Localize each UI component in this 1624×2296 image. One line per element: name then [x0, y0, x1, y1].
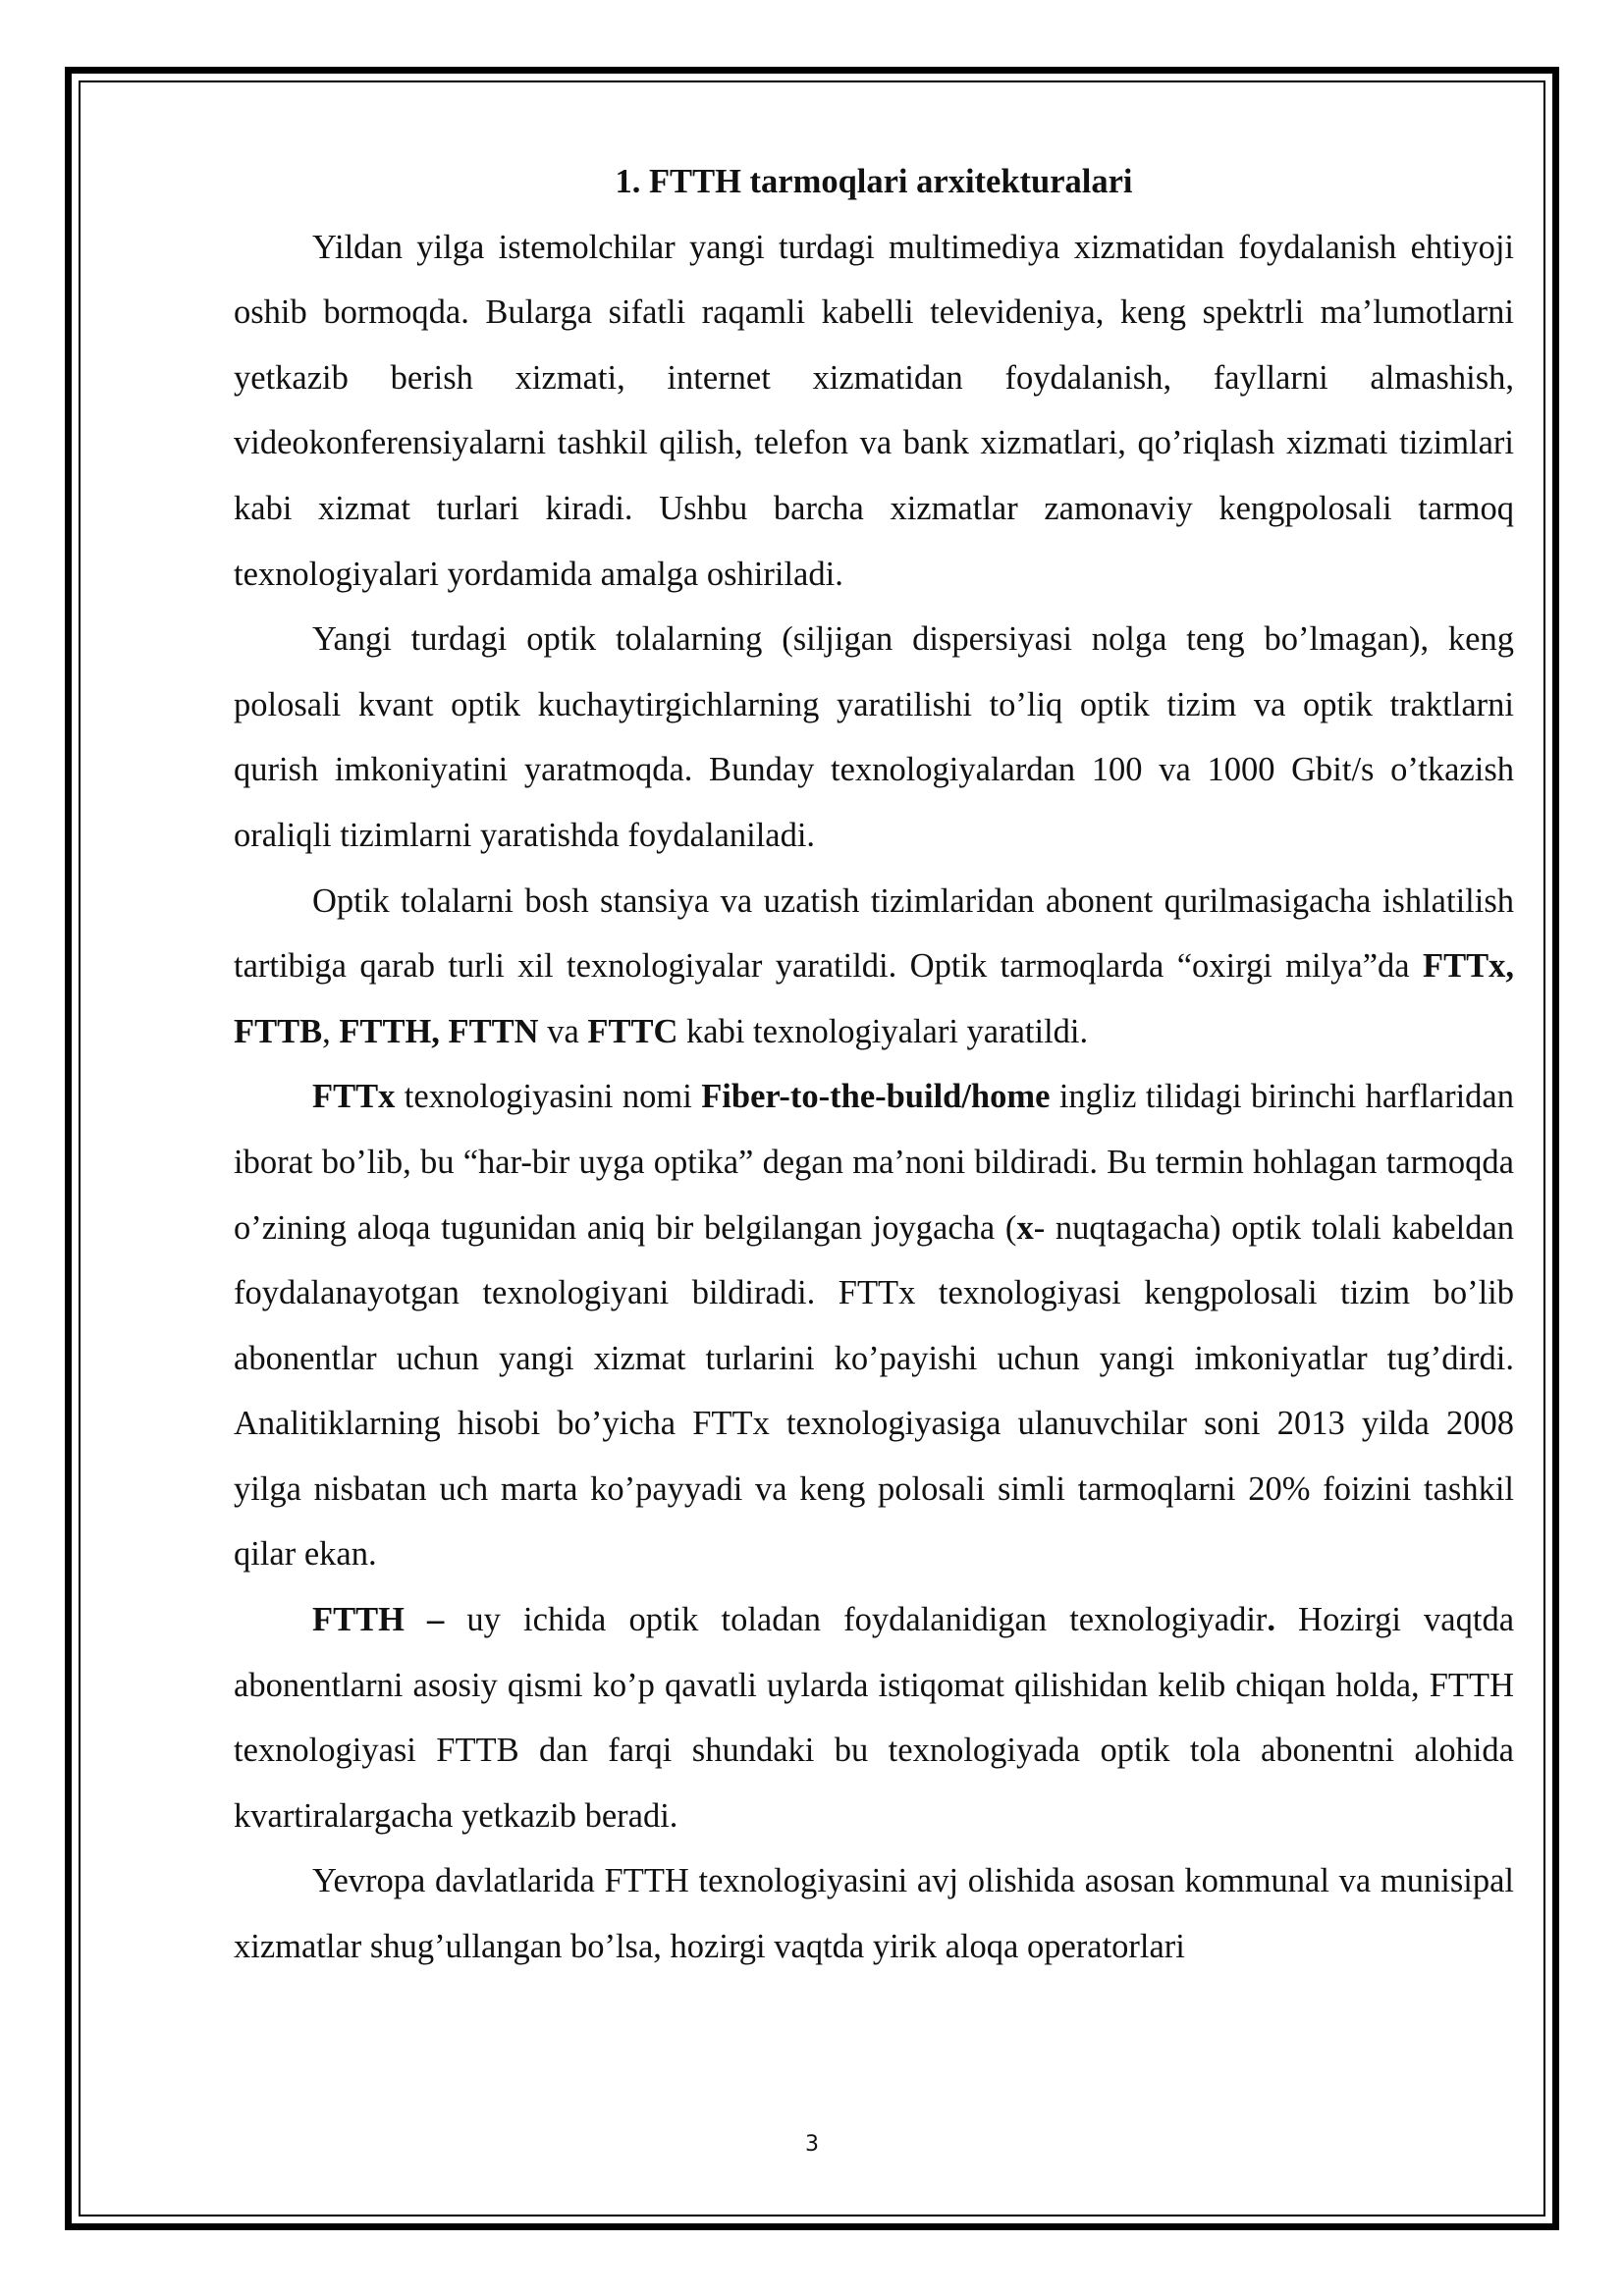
bold-term: FTTx: [312, 1078, 396, 1116]
paragraph-4: [234, 1064, 1514, 1587]
text-span: Optik tolalarni bosh stansiya va uzatish tizimlaridan abonent qurilmasigacha ishlatilish tartibiga qarab turli xil texnologiyalar yaratildi. Optik tarmoqlarda “oxirgi milya”da: [234, 881, 1514, 986]
bold-term: FTTH,: [339, 1012, 440, 1050]
bold-term: FTTN: [448, 1012, 539, 1050]
paragraph-1: Yildan yilga istemolchilar yangi turdagi multimediya xizmatidan foydalanish ehtiyoji oshib bormoqda. Bularga sifatli raqamli kabelli televideniya, keng spektrli ma’lumotlarni yetkazib berish xizmati, internet xizmatidan foydalanish, fayllarni almashish, videokonferensiyalarni tashkil qilish, telefon va bank xizmatlari, qo’riqlash xizmati tizimlari kabi xizmat turlari kiradi. Ushbu barcha xizmatlar zamonaviy kengpolosali tarmoq texnologiyalari yordamida amalga oshiriladi.: [234, 228, 1514, 593]
text-span: - nuqtagacha) optik tolali kabeldan foydalanayotgan texnologiyani bildiradi. FTTx texnologiyasi kengpolosali tizim bo’lib abonentlar uchun yangi xizmat turlarini ko’payishi uchun yangi imkoniyatlar tug’dirdi. Analitiklarning hisobi bo’yicha FTTx texnologiyasiga ulanuvchilar soni 2013 yilda 2008 yilga nisbatan uch marta ko’payyadi va keng polosali simli tarmoqlarni 20% foizini tashkil qilar ekan.: [234, 1208, 1515, 1574]
text-span: va: [538, 1012, 588, 1050]
text-span: ingliz tilidagi birinchi harflaridan iborat bo’lib, bu “har-bir uyga optika” degan ma’noni bildiradi. Bu termin hohlagan tarmoqda o’zining aloqa tugunidan aniq bir belgilangan joygacha (: [234, 1078, 1514, 1247]
bold-term: x: [1016, 1208, 1034, 1247]
bold-term: FTTx, FTTB: [234, 947, 1514, 1050]
text-span: Hozirgi vaqtda abonentlarni asosiy qismi ko’p qavatli uylarda istiqomat qilishidan kelib chiqan holda, FTTH texnologiyasi FTTB dan farqi shundaki bu texnologiyada optik tola abonentni alohida kvartiralargacha yetkazib beradi.: [234, 1601, 1515, 1835]
section-title: 1. FTTH tarmoqlari arxitekturalari: [615, 163, 1133, 200]
document-body: [234, 149, 1514, 1980]
text-span: texnologiyasini nomi: [395, 1078, 702, 1116]
paragraph-5: [234, 1587, 1514, 1848]
paragraph-2: Yangi turdagi optik tolalarning (siljigan dispersiyasi nolga teng bo’lmagan), keng polosali kvant optik kuchaytirgichlarning yaratilishi to’liq optik tizim va optik traktlarni qurish imkoniyatini yaratmoqda. Bunday texnologiyalardan 100 va 1000 Gbit/s o’tkazish oraliqli tizimlarni yaratishda foydalaniladi.: [234, 620, 1514, 854]
bold-term: Fiber-to-the-build/home: [701, 1078, 1051, 1116]
bold-term: FTTH –: [312, 1601, 445, 1639]
paragraph-6: Yevropa davlatlarida FTTH texnologiyasini avj olishida asosan kommunal va munisipal xizmatlar shug’ullangan bo’lsa, hozirgi vaqtda yirik aloqa operatorlari: [234, 1862, 1514, 1966]
text-span: kabi texnologiyalari yaratildi.: [677, 1012, 1089, 1050]
text-span: ,: [322, 1012, 340, 1050]
bold-term: .: [1267, 1601, 1276, 1639]
text-span: uy ichida optik toladan foydalanidigan texnologiyadir: [444, 1601, 1268, 1639]
text-span: [440, 1013, 449, 1050]
paragraph-3: [234, 869, 1514, 1065]
bold-term: FTTC: [587, 1012, 678, 1050]
page-number: 3: [805, 2132, 819, 2157]
